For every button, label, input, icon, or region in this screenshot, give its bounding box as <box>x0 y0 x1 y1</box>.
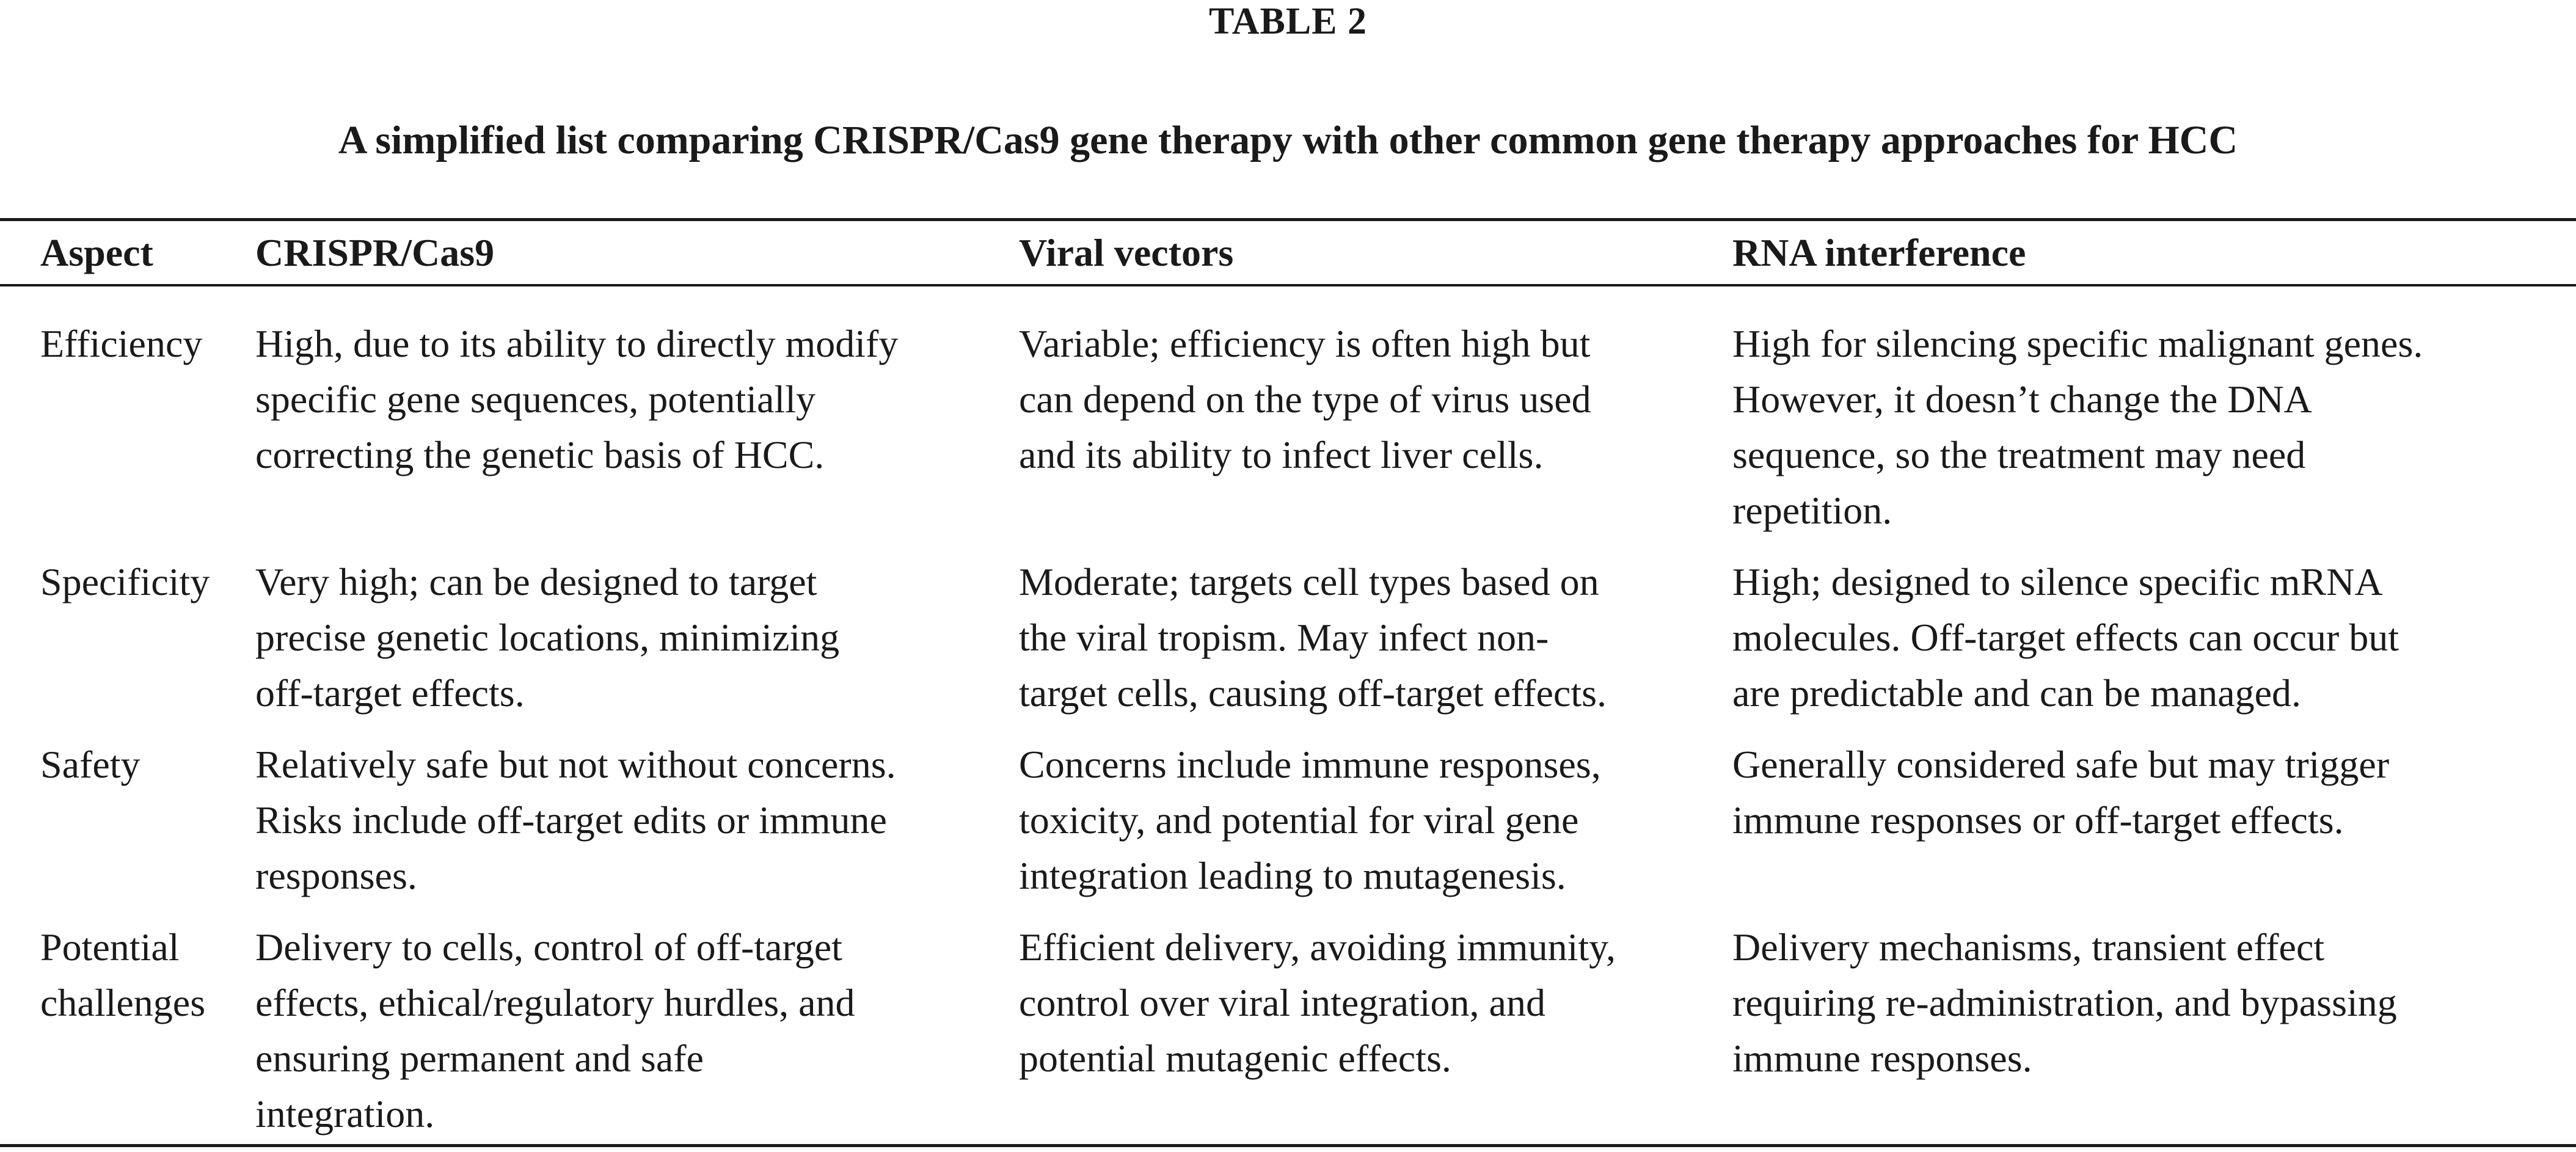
table-title: A simplified list comparing CRISPR/Cas9 gene therapy with other common gene therapy approaches for HCC <box>338 118 2238 162</box>
cell-line: requiring re-administration, and bypassing <box>1732 981 2397 1024</box>
cell-line: effects, ethical/regulatory hurdles, and <box>255 981 855 1024</box>
cell-line: Risks include off-target edits or immune <box>255 798 887 842</box>
cell-line: target cells, causing off-target effects. <box>1019 671 1607 715</box>
cell-crispr <box>255 316 898 483</box>
cell-line: Variable; efficiency is often high but <box>1019 322 1591 365</box>
header-aspect: Aspect <box>40 231 153 274</box>
cell-line: integration leading to mutagenesis. <box>1019 854 1566 897</box>
cell-line: Relatively safe but not without concerns. <box>255 743 896 786</box>
cell-line: potential mutagenic effects. <box>1019 1037 1451 1080</box>
cell-aspect <box>40 316 202 371</box>
cell-crispr <box>255 737 896 903</box>
cell-aspect <box>40 919 205 1030</box>
cell-rnai <box>1732 316 2423 538</box>
header-viral-vectors: Viral vectors <box>1019 231 1234 274</box>
cell-line: control over viral integration, and <box>1019 981 1545 1024</box>
cell-line: immune responses or off-target effects. <box>1732 798 2344 842</box>
cell-line: Very high; can be designed to target <box>255 560 817 603</box>
header-rule <box>0 284 2576 286</box>
header-crispr: CRISPR/Cas9 <box>255 231 495 274</box>
cell-line: immune responses. <box>1732 1037 2032 1080</box>
cell-line: and its ability to infect liver cells. <box>1019 433 1544 476</box>
cell-line: correcting the genetic basis of HCC. <box>255 433 825 476</box>
cell-line: precise genetic locations, minimizing <box>255 616 840 659</box>
cell-rnai <box>1732 554 2399 721</box>
cell-viral <box>1019 737 1601 903</box>
cell-viral <box>1019 554 1607 721</box>
cell-line: Delivery to cells, control of off-target <box>255 925 842 969</box>
cell-line: High; designed to silence specific mRNA <box>1732 560 2383 603</box>
cell-line: ensuring permanent and safe <box>255 1037 704 1080</box>
cell-line: off-target effects. <box>255 671 525 715</box>
header-rna-interference: RNA interference <box>1732 231 2026 274</box>
cell-viral <box>1019 919 1616 1086</box>
cell-line: Efficient delivery, avoiding immunity, <box>1019 925 1616 969</box>
cell-crispr <box>255 919 855 1142</box>
cell-line: repetition. <box>1732 489 1892 532</box>
cell-line: responses. <box>255 854 417 897</box>
cell-line: the viral tropism. May infect non- <box>1019 616 1549 659</box>
cell-line: integration. <box>255 1092 435 1136</box>
cell-rnai <box>1732 737 2389 848</box>
table-label: TABLE 2 <box>1208 1 1368 42</box>
cell-line: Delivery mechanisms, transient effect <box>1732 925 2325 969</box>
cell-line: High, due to its ability to directly modify <box>255 322 899 365</box>
cell-line: Efficiency <box>40 322 203 365</box>
cell-line: Concerns include immune responses, <box>1019 743 1601 786</box>
cell-crispr <box>255 554 839 721</box>
cell-rnai <box>1732 919 2397 1086</box>
cell-aspect <box>40 737 140 792</box>
header-row <box>0 221 2576 284</box>
cell-line: sequence, so the treatment may need <box>1732 433 2306 476</box>
cell-line: challenges <box>40 981 206 1024</box>
cell-line: Moderate; targets cell types based on <box>1019 560 1599 603</box>
cell-line: Potential <box>40 925 180 969</box>
cell-line: Safety <box>40 743 140 786</box>
cell-line: toxicity, and potential for viral gene <box>1019 798 1579 842</box>
cell-line: However, it doesn’t change the DNA <box>1732 377 2312 421</box>
cell-line: can depend on the type of virus used <box>1019 377 1591 421</box>
cell-line: Generally considered safe but may trigger <box>1732 743 2390 786</box>
cell-line: specific gene sequences, potentially <box>255 377 815 421</box>
cell-line: molecules. Off-target effects can occur but <box>1732 616 2399 659</box>
cell-line: High for silencing specific malignant genes. <box>1732 322 2423 365</box>
cell-viral <box>1019 316 1591 483</box>
cell-line: are predictable and can be managed. <box>1732 671 2302 715</box>
bottom-rule <box>0 1144 2576 1147</box>
cell-line: Specificity <box>40 560 210 603</box>
cell-aspect <box>40 554 210 610</box>
